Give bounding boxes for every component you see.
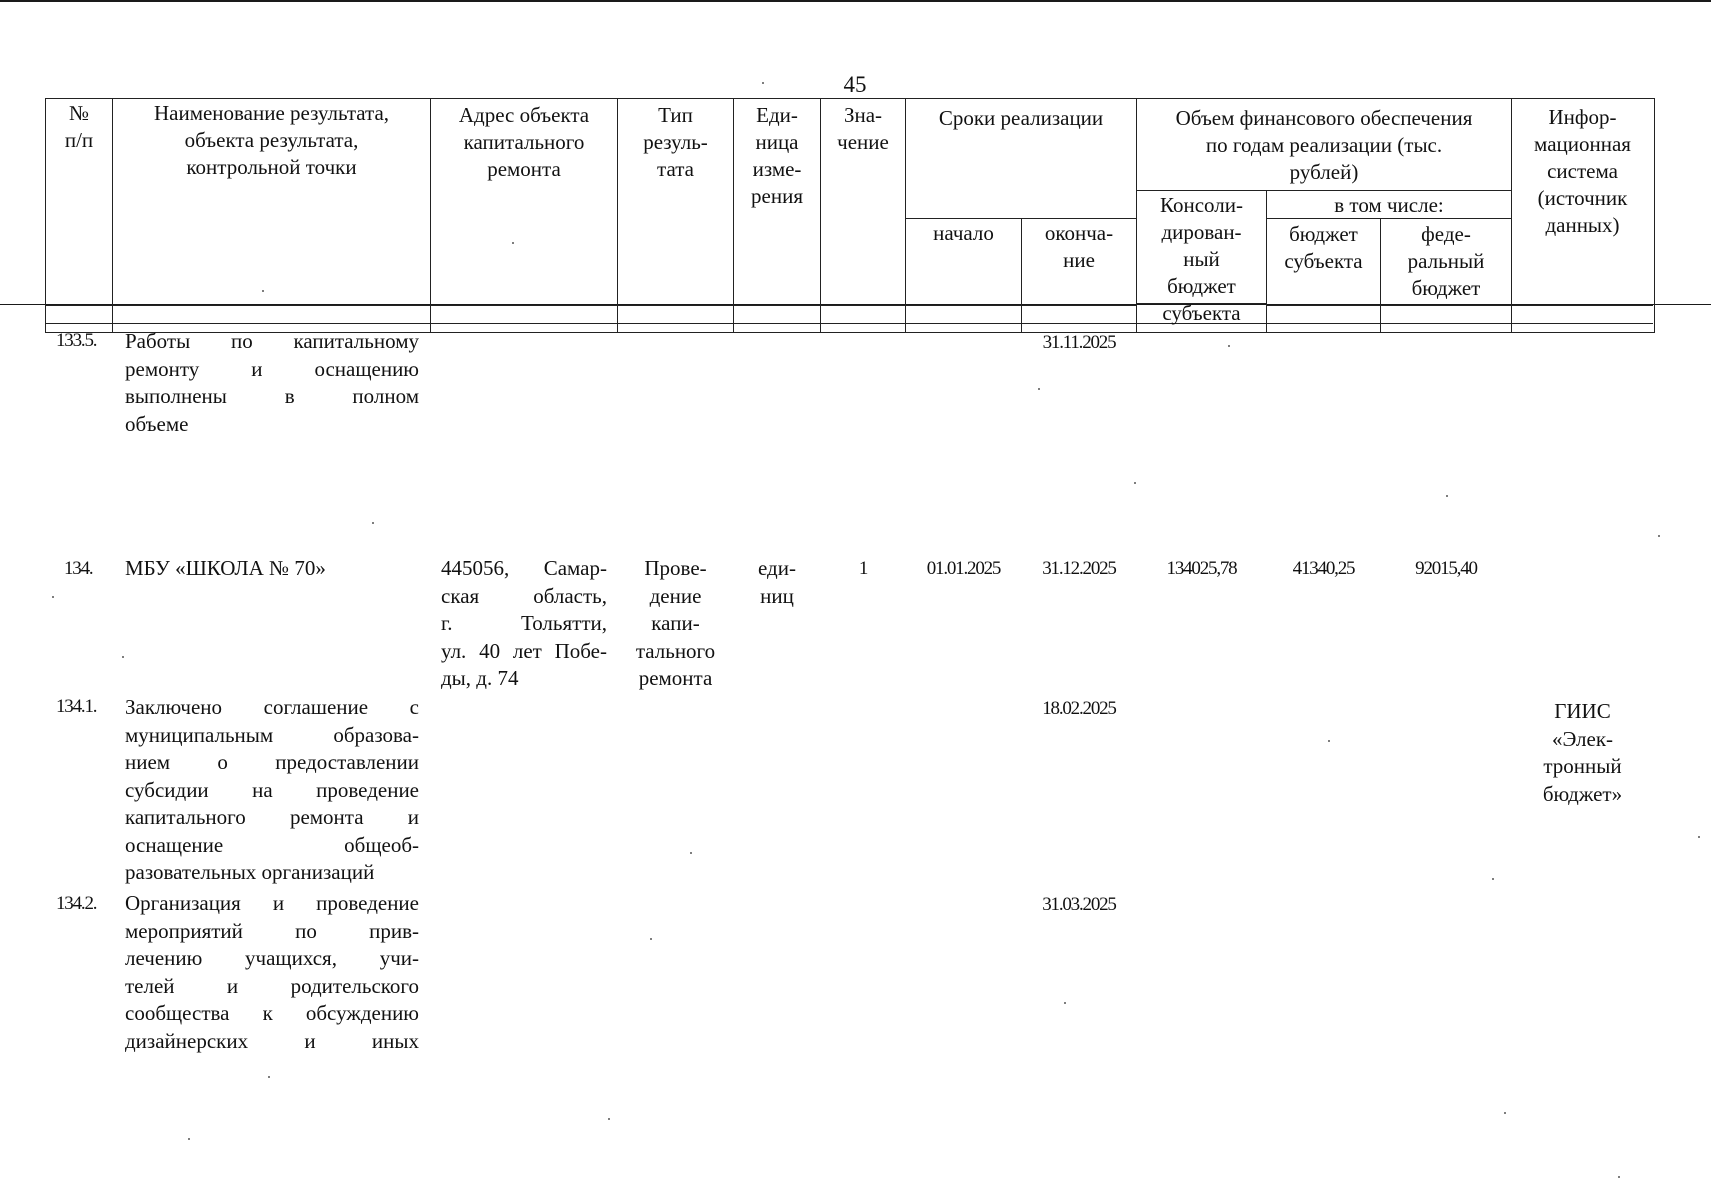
row-end-date: 31.11.2025 bbox=[1042, 332, 1116, 353]
row-unit: еди- ниц bbox=[758, 556, 796, 608]
scan-top-edge bbox=[0, 0, 1711, 2]
header-num: № п/п bbox=[64, 101, 94, 152]
header-info-system: Инфор- мационная система (источник данных) bbox=[1534, 105, 1631, 237]
row-number: 134. bbox=[64, 558, 93, 579]
row-number: 134.1. bbox=[56, 696, 97, 717]
row-name: Заключено соглашение с муниципальным образова- нием о предоставлении субсидии на проведение капитального ремонта и оснащение общеоб- разовательных организаций bbox=[125, 695, 419, 884]
row-end-date: 18.02.2025 bbox=[1042, 698, 1116, 719]
row-consolidated-budget: 134025,78 bbox=[1166, 558, 1237, 579]
header-including: в том числе: bbox=[1334, 193, 1444, 217]
row-number: 134.2. bbox=[56, 893, 97, 914]
header-end: оконча- ние bbox=[1044, 221, 1114, 272]
row-name: МБУ «ШКОЛА № 70» bbox=[125, 556, 326, 580]
row-value: 1 bbox=[858, 558, 868, 579]
row-name: Работы по капитальному ремонту и оснащению выполнены в полном объеме bbox=[125, 329, 419, 436]
row-type: Прове- дение капи- тального ремонта bbox=[635, 556, 716, 690]
header-type: Тип резуль- тата bbox=[643, 103, 708, 181]
header-consolidated: Консоли- дирован- ный бюджет субъекта bbox=[1160, 193, 1243, 325]
header-address: Адрес объекта капитального ремонта bbox=[458, 103, 590, 181]
header-federal-budget: феде- ральный бюджет bbox=[1407, 222, 1485, 300]
row-end-date: 31.12.2025 bbox=[1042, 558, 1116, 579]
row-number: 133.5. bbox=[56, 330, 97, 351]
row-end-date: 31.03.2025 bbox=[1042, 894, 1116, 915]
header-name: Наименование результата, объекта результата, контрольной точки bbox=[153, 101, 390, 179]
row-name: Организация и проведение мероприятий по прив- лечению учащихся, учи- телей и родительского сообщества к обсуждению дизайнерских и иных bbox=[125, 891, 419, 1053]
header-unit: Еди- ница изме- рения bbox=[751, 103, 803, 208]
row-line bbox=[1266, 305, 1653, 306]
header-terms: Сроки реализации bbox=[938, 106, 1104, 130]
row-info-system: ГИИС «Элек- тронный бюджет» bbox=[1542, 699, 1623, 806]
row-federal-budget: 92015,40 bbox=[1415, 558, 1477, 579]
header-subject-budget: бюджет субъекта bbox=[1284, 222, 1363, 273]
row-line bbox=[45, 305, 1136, 306]
header-finance: Объем финансового обеспечения по годам реализации (тыс. рублей) bbox=[1175, 106, 1473, 184]
row-start-date: 01.01.2025 bbox=[926, 558, 1001, 579]
col-line bbox=[905, 98, 906, 333]
row-line bbox=[45, 323, 1653, 324]
row-subject-budget: 41340,25 bbox=[1292, 558, 1355, 579]
header-value: Зна- чение bbox=[837, 103, 889, 154]
page-number: 45 bbox=[843, 72, 867, 97]
header-start: начало bbox=[933, 221, 994, 245]
row-address: 445056, Самар- ская область, г. Тольятти, ул. 40 лет Побе- ды, д. 74 bbox=[441, 556, 607, 690]
